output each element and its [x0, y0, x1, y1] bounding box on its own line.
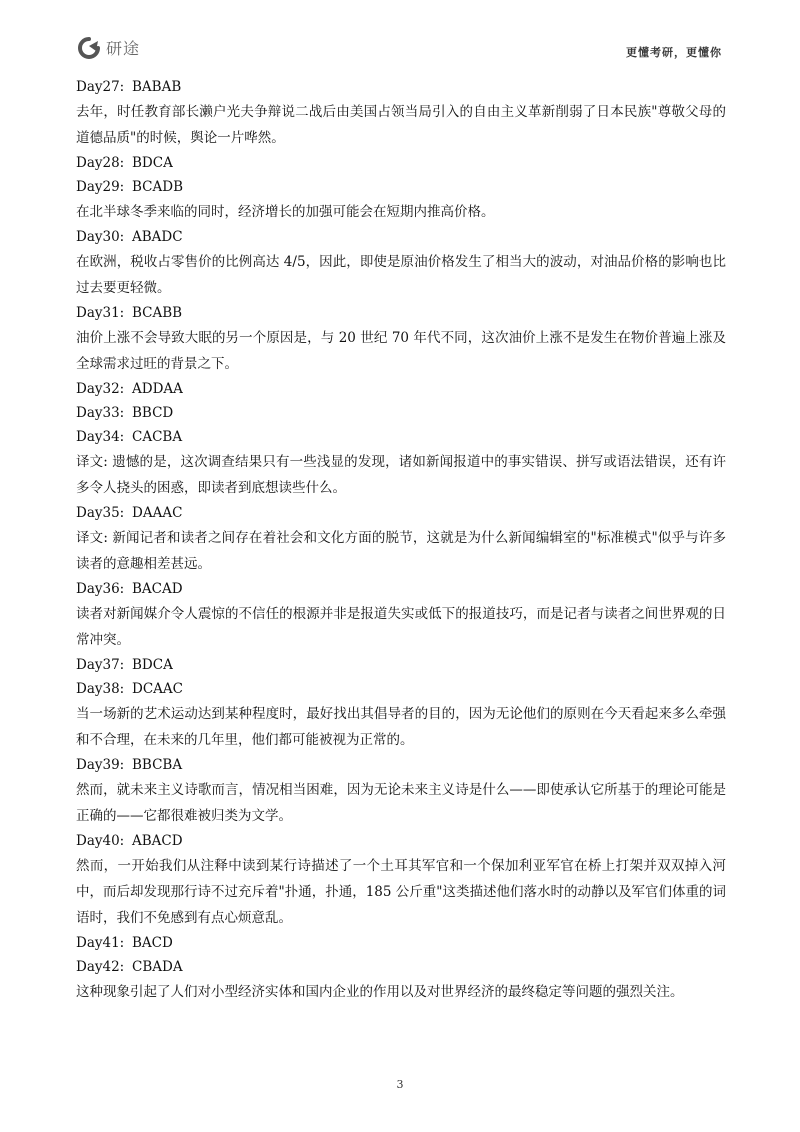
answer-key: ABACD [132, 833, 183, 849]
answer-entry [76, 377, 726, 401]
day-label: Day29: [76, 179, 125, 195]
day-label: Day33: [76, 405, 125, 421]
translation-text: 然而，就未来主义诗歌而言，情况相当困难，因为无论未来主义诗是什么——即使承认它所基于的理论可能是正确的——它都很难被归类为文学。 [76, 782, 726, 824]
answer-entry [76, 301, 726, 377]
translation-text: 读者对新闻媒介令人震惊的不信任的根源并非是报道失实或低下的报道技巧，而是记者与读者之间世界观的日常冲突。 [76, 606, 726, 648]
translation-text: 在欧洲，税收占零售价的比例高达 4/5，因此，即使是原油价格发生了相当大的波动，对油品价格的影响也比过去要更轻微。 [76, 254, 726, 296]
day-line [76, 753, 726, 777]
day-label: Day27: [76, 79, 125, 95]
answer-key: BCABB [132, 305, 183, 321]
day-line [76, 377, 726, 401]
answer-key: BACD [132, 935, 173, 951]
header-slogan: 更懂考研，更懂你 [626, 46, 722, 59]
day-line [76, 653, 726, 677]
answer-entry [76, 501, 726, 577]
answer-key: CBADA [132, 959, 183, 975]
day-line [76, 677, 726, 701]
day-label: Day28: [76, 155, 125, 171]
day-line [76, 955, 726, 979]
day-line [76, 175, 726, 199]
answer-key: BABAB [132, 79, 182, 95]
day-label: Day37: [76, 657, 125, 673]
answer-entry [76, 653, 726, 677]
day-line [76, 151, 726, 175]
logo-icon [76, 37, 102, 59]
answer-entry [76, 175, 726, 225]
day-line [76, 829, 726, 853]
answer-entry [76, 829, 726, 931]
day-line [76, 577, 726, 601]
day-label: Day39: [76, 757, 125, 773]
translation-text: 去年，时任教育部长濑户光夫争辩说二战后由美国占领当局引入的自由主义革新削弱了日本民族"尊敬父母的道德品质"的时候，舆论一片哗然。 [76, 104, 726, 146]
day-label: Day31: [76, 305, 125, 321]
translation-text: 这种现象引起了人们对小型经济实体和国内企业的作用以及对世界经济的最终稳定等问题的强烈关注。 [76, 984, 684, 1000]
day-label: Day34: [76, 429, 125, 445]
answer-entry [76, 955, 726, 1005]
answer-entry [76, 401, 726, 425]
day-line [76, 931, 726, 955]
answer-entry [76, 753, 726, 829]
answer-entry [76, 151, 726, 175]
day-label: Day41: [76, 935, 125, 951]
logo-text: 研途 [106, 39, 141, 58]
answer-key: BBCBA [132, 757, 183, 773]
answer-entry [76, 75, 726, 151]
day-line [76, 425, 726, 449]
brand-logo [76, 36, 140, 59]
answer-key: BACAD [132, 581, 183, 597]
answer-entry [76, 425, 726, 501]
answer-key: ADDAA [132, 381, 183, 397]
answer-entry [76, 677, 726, 753]
translation-text: 然而，一开始我们从注释中读到某行诗描述了一个土耳其军官和一个保加利亚军官在桥上打架并双双掉入河中，而后却发现那行诗不过充斥着"扑通，扑通，185 公斤重"这类描述他们落水时的动静以及军官们体重的词语时，我们不免感到有点心烦意乱。 [76, 858, 726, 926]
answer-key: DAAAC [132, 505, 183, 521]
day-line [76, 75, 726, 99]
answer-key: BDCA [132, 155, 173, 171]
answer-list [76, 75, 726, 1005]
translation-text: 当一场新的艺术运动达到某种程度时，最好找出其倡导者的目的，因为无论他们的原则在今天看起来多么牵强和不合理，在未来的几年里，他们都可能被视为正常的。 [76, 706, 726, 748]
answer-key: CACBA [132, 429, 183, 445]
page-number: 3 [396, 1078, 404, 1091]
day-line [76, 225, 726, 249]
answer-key: BDCA [132, 657, 173, 673]
day-line [76, 501, 726, 525]
day-label: Day32: [76, 381, 125, 397]
answer-key: DCAAC [132, 681, 183, 697]
day-line [76, 401, 726, 425]
answer-key: ABADC [132, 229, 183, 245]
answer-key: BBCD [132, 405, 174, 421]
answer-entry [76, 225, 726, 301]
page-header [0, 0, 800, 70]
day-label: Day30: [76, 229, 125, 245]
answer-key: BCADB [132, 179, 183, 195]
translation-text: 在北半球冬季来临的同时，经济增长的加强可能会在短期内推高价格。 [76, 204, 495, 220]
translation-text: 译文: 遗憾的是，这次调查结果只有一些浅显的发现，诸如新闻报道中的事实错误、拼写或语法错误，还有许多令人挠头的困惑，即读者到底想读些什么。 [76, 454, 726, 496]
translation-text: 译文: 新闻记者和读者之间存在着社会和文化方面的脱节，这就是为什么新闻编辑室的"标准模式"似乎与许多读者的意趣相差甚远。 [76, 530, 726, 572]
day-line [76, 301, 726, 325]
day-label: Day35: [76, 505, 125, 521]
day-label: Day40: [76, 833, 125, 849]
day-label: Day38: [76, 681, 125, 697]
answer-entry [76, 577, 726, 653]
translation-text: 油价上涨不会导致大眠的另一个原因是，与 20 世纪 70 年代不同，这次油价上涨不是发生在物价普遍上涨及全球需求过旺的背景之下。 [76, 330, 726, 372]
day-label: Day42: [76, 959, 125, 975]
answer-entry [76, 931, 726, 955]
day-label: Day36: [76, 581, 125, 597]
